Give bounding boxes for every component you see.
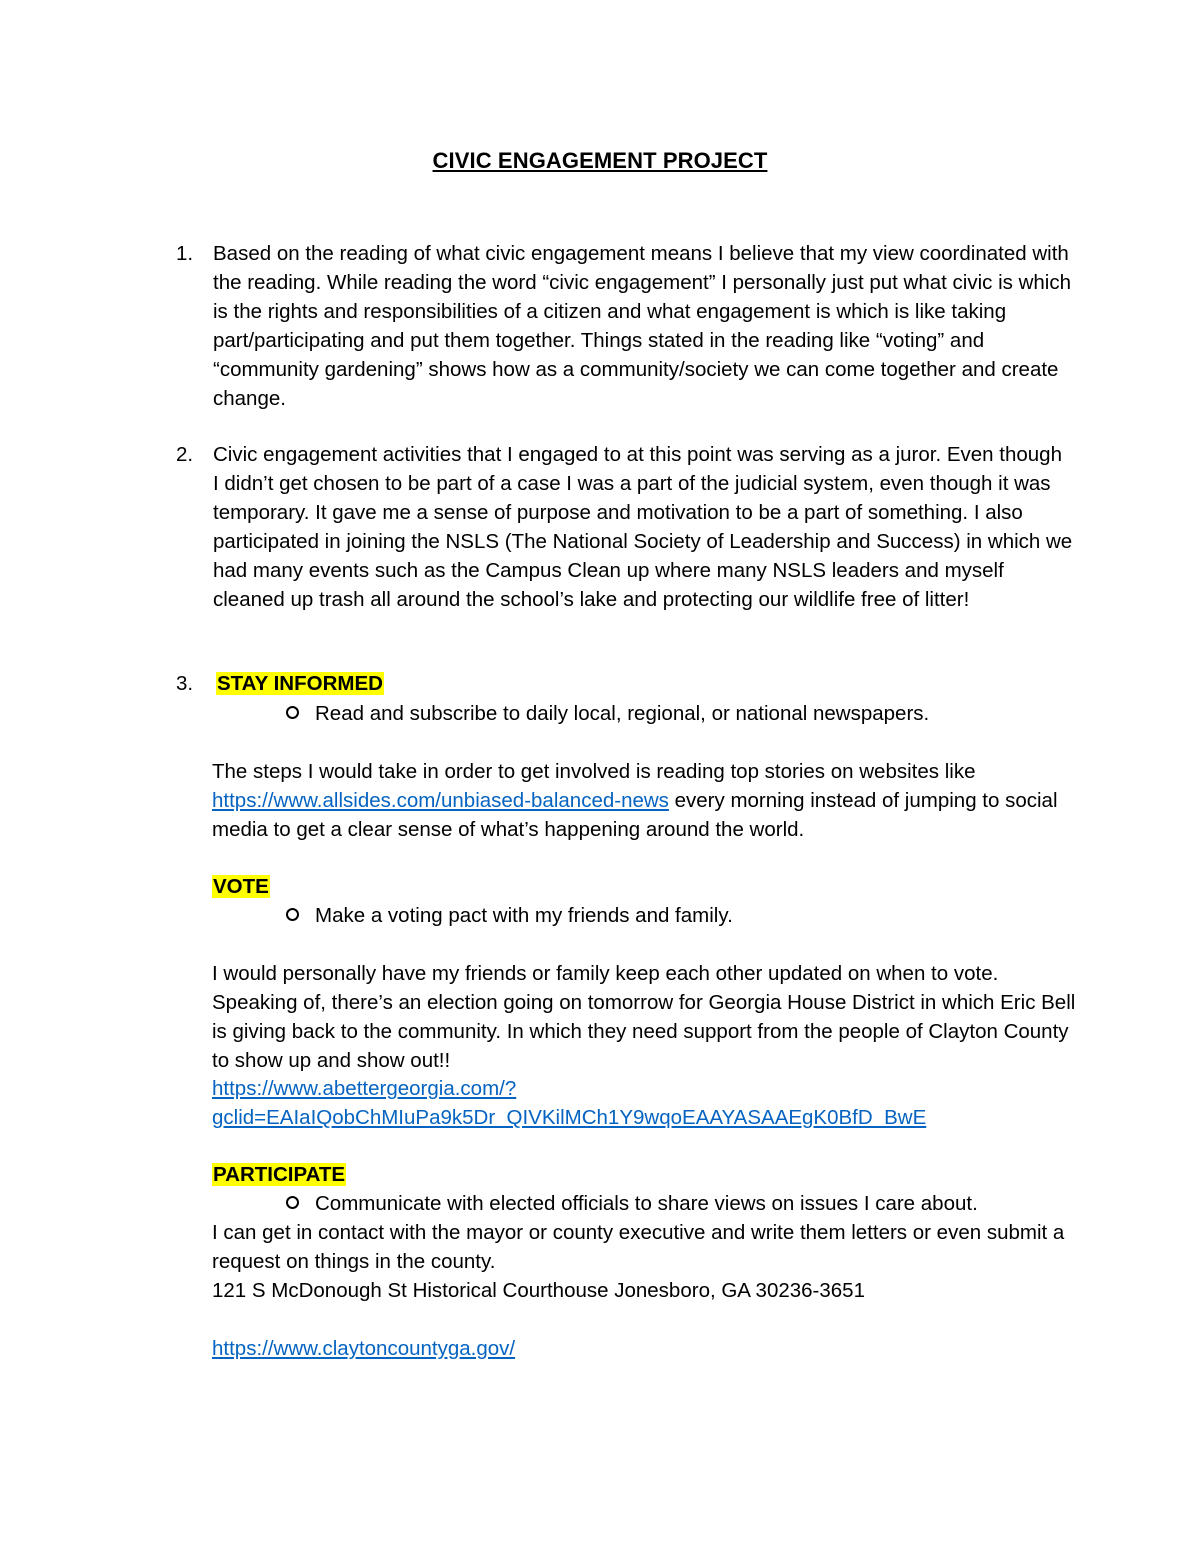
page-title: CIVIC ENGAGEMENT PROJECT: [432, 148, 768, 173]
county-link-block: [212, 1334, 1082, 1363]
stay-informed-bullet: [286, 699, 929, 728]
hollow-circle-bullet-icon: [286, 1196, 299, 1209]
hollow-circle-bullet-icon: [286, 908, 299, 921]
vote-link-block: [212, 1074, 1082, 1132]
allsides-link[interactable]: https://www.allsides.com/unbiased-balanced-news: [212, 789, 669, 812]
list-number: 1.: [176, 242, 194, 265]
list-number: 3.: [176, 672, 194, 695]
participate-heading: PARTICIPATE: [213, 1163, 346, 1186]
address-line: 121 S McDonough St Historical Courthouse Jonesboro, GA 30236-3651: [212, 1279, 865, 1302]
list-number: 2.: [176, 443, 194, 466]
stay-informed-paragraph: [212, 757, 1082, 844]
hollow-circle-bullet-icon: [286, 706, 299, 719]
participate-heading-wrap: [212, 1160, 346, 1189]
item-2-text: Civic engagement activities that I engaged to at this point was serving as a juror. Even though I didn’t get chosen to be part of a case I was a part of the judicial system, even though it was temporary. It gave me a sense of purpose and motivation to be a part of something. I also participated in joining the NSLS (The National Society of Leadership and Success) in which we had many events such as the Campus Clean up where many NSLS leaders and myself cleaned up trash all around the school’s lake and protecting our wildlife free of litter!: [213, 443, 1073, 611]
link-line: gclid=EAIaIQobChMIuPa9k5Dr_QIVKilMCh1Y9wqoEAAYASAAEgK0BfD_BwE: [212, 1106, 927, 1129]
stay-informed-heading: STAY INFORMED: [217, 672, 383, 695]
vote-heading-wrap: [212, 872, 270, 901]
paragraph-text: The steps I would take in order to get involved is reading top stories on websites like: [212, 760, 976, 783]
vote-heading: VOTE: [213, 875, 269, 898]
stay-informed-heading-wrap: [216, 669, 384, 698]
vote-paragraph: I would personally have my friends or family keep each other updated on when to vote. Speaking of, there’s an election going on tomorrow for Georgia House District in which Eric Bell is giving back to the community. In which they need support from the people of Clayton County to show up and show out!!: [212, 962, 1076, 1072]
link-line: https://www.abettergeorgia.com/?: [212, 1077, 517, 1100]
participate-paragraph: I can get in contact with the mayor or county executive and write them letters or even submit a request on things in the county.: [212, 1221, 1065, 1273]
abettergeorgia-link[interactable]: [212, 1077, 926, 1129]
bullet-text: Read and subscribe to daily local, regional, or national newspapers.: [315, 702, 930, 725]
item-1-text: Based on the reading of what civic engagement means I believe that my view coordinated with the reading. While reading the word “civic engagement” I personally just put what civic is which is the rights and responsibilities of a citizen and what engagement is which is like taking part/participating and put them together. Things stated in the reading like “voting” and “community gardening” shows how as a community/society we can come together and create change.: [213, 242, 1071, 410]
participate-bullet: [286, 1189, 978, 1218]
bullet-text: Make a voting pact with my friends and family.: [315, 904, 733, 927]
claytoncounty-link[interactable]: https://www.claytoncountyga.gov/: [212, 1337, 516, 1360]
bullet-text: Communicate with elected officials to share views on issues I care about.: [315, 1192, 978, 1215]
paragraph-text: every morning instead of jumping to social media to get a clear sense of what’s happening around the world.: [212, 789, 1058, 841]
vote-bullet: [286, 901, 733, 930]
